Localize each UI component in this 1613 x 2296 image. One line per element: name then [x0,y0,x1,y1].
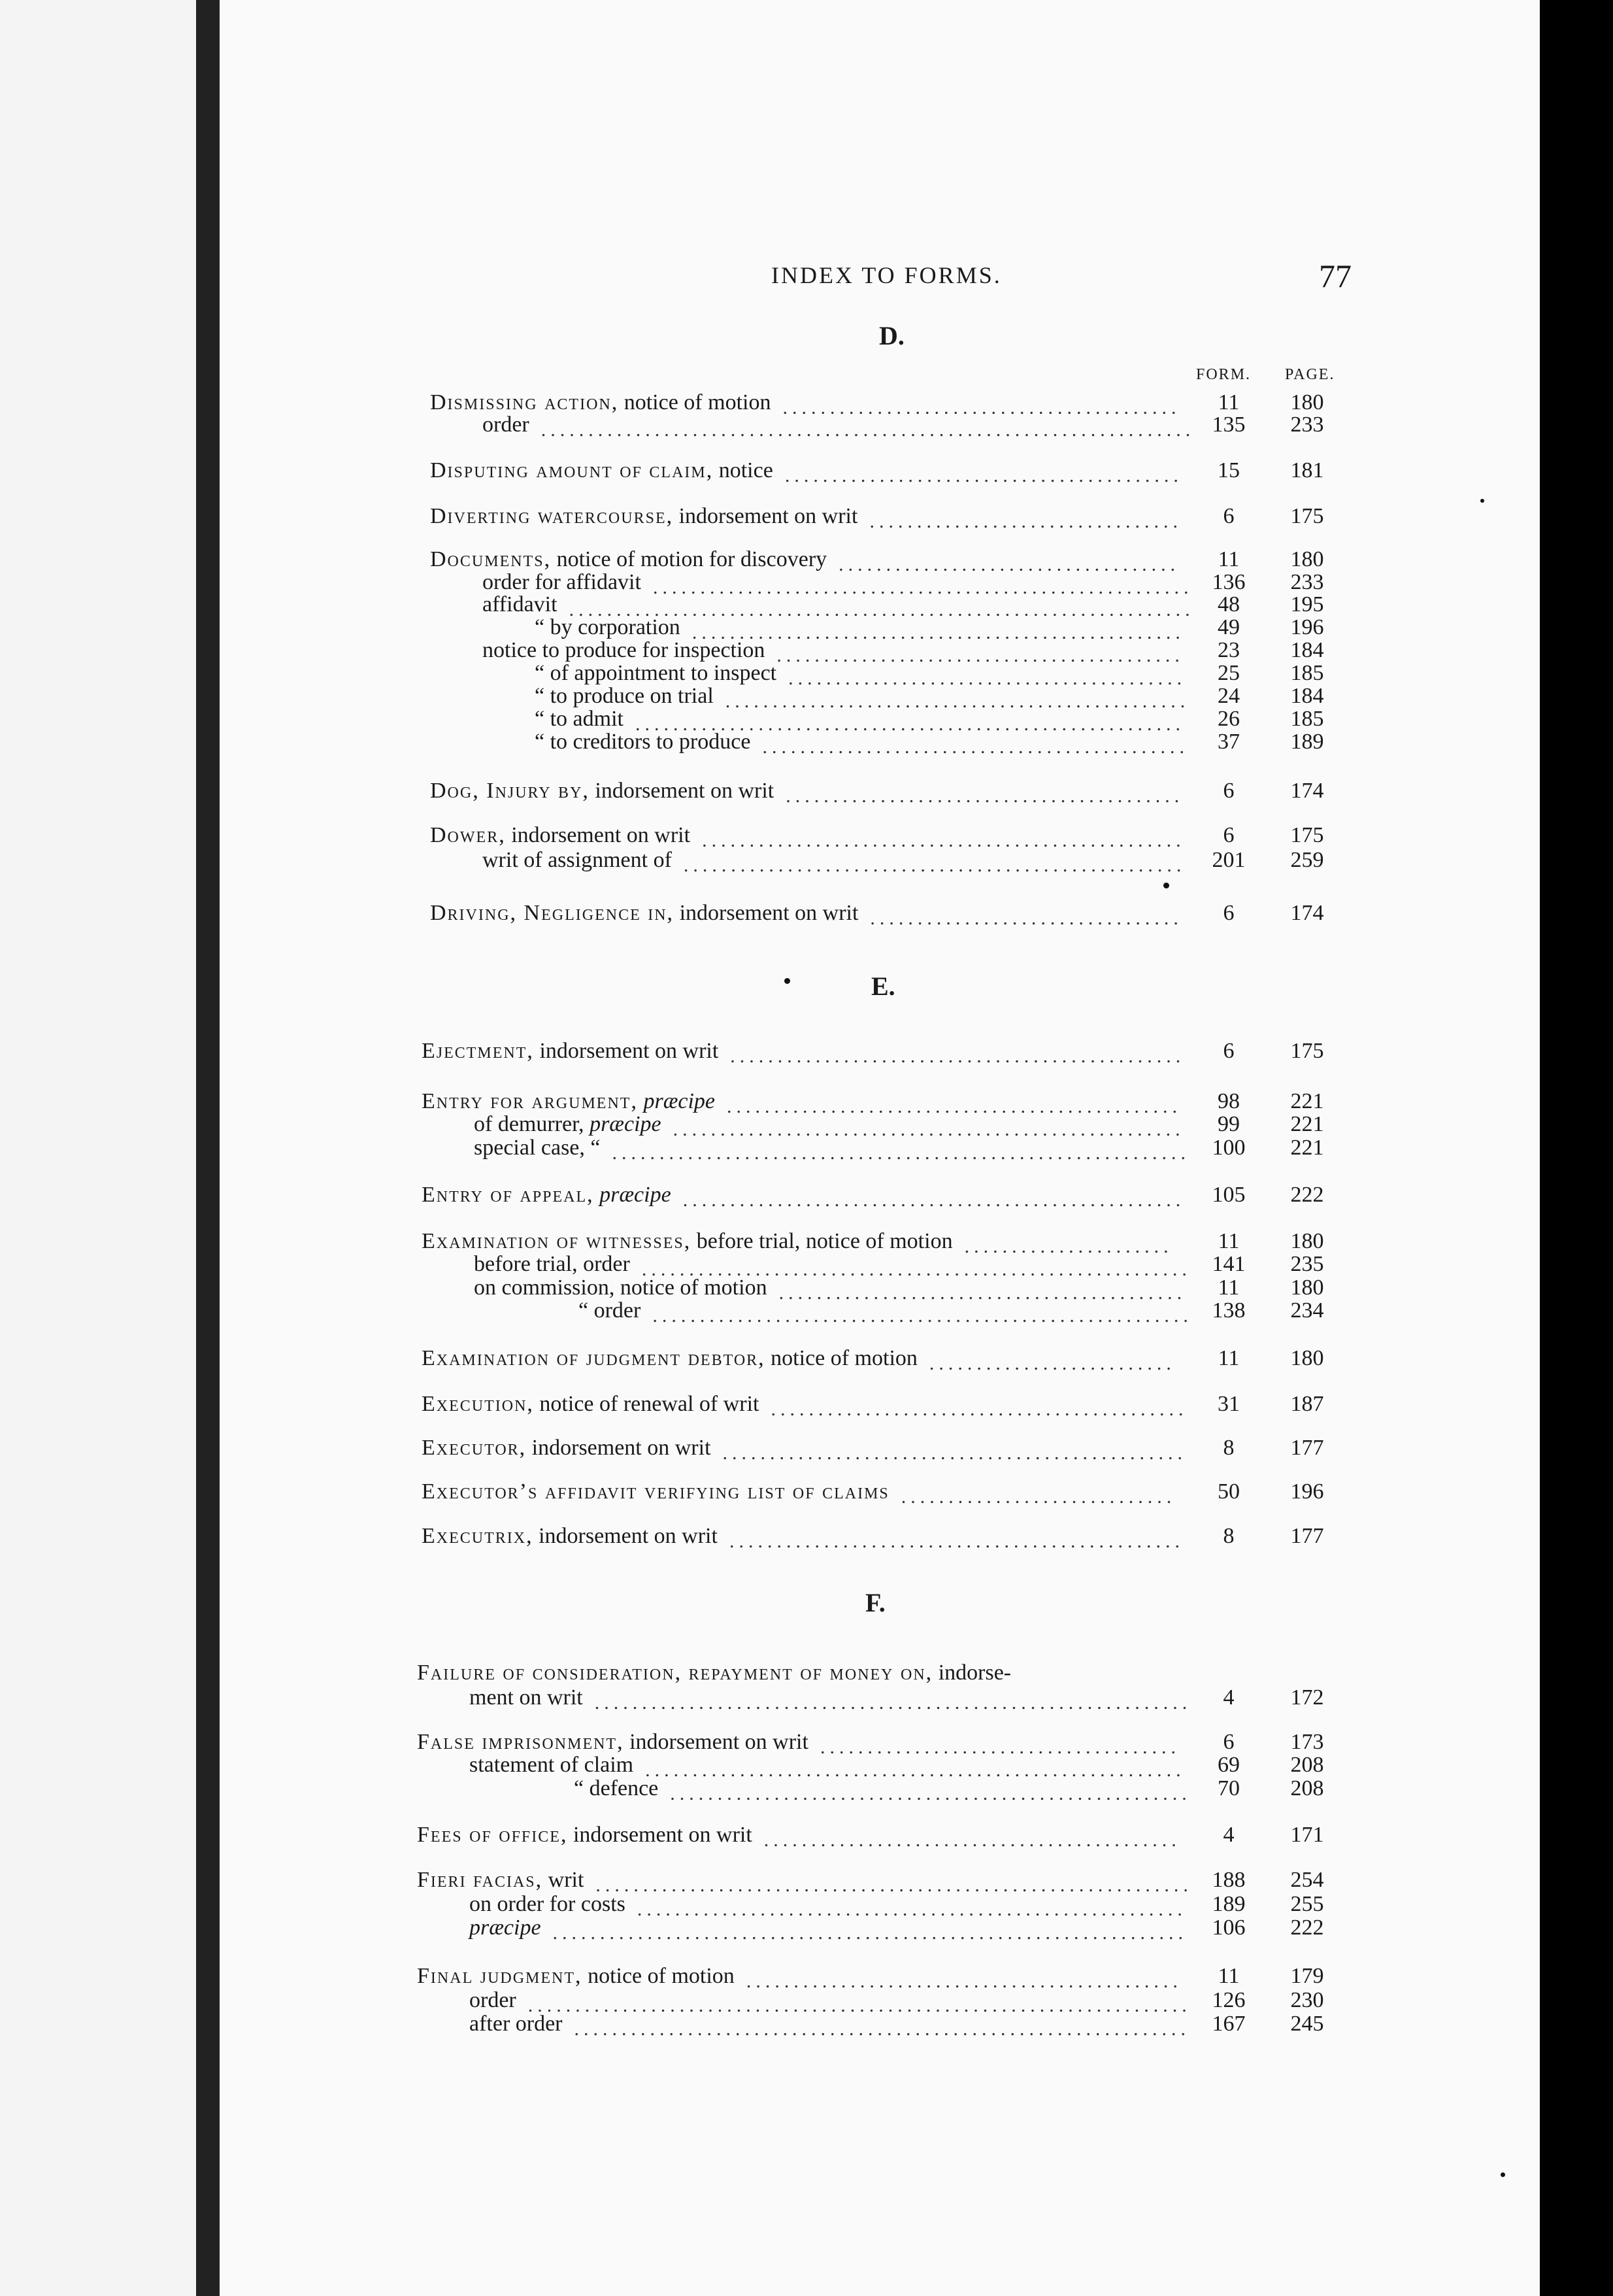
index-entry [0,778,1613,807]
index-entry [0,592,1613,618]
entry-label [417,1963,735,1989]
section-letter: D. [879,321,905,350]
page-reference: 181 [1290,458,1324,482]
entry-label [469,1685,583,1711]
entry-label [474,1111,661,1138]
entry-label [422,1435,711,1461]
index-entry [0,1228,1613,1255]
dot-leader: .......................................................... [635,713,1185,735]
index-entry [0,1963,1613,1992]
entry-label [482,637,765,664]
entry-label [469,2011,563,2037]
entry-label [469,1915,541,1941]
form-number: 4 [1223,1685,1235,1710]
entry-text: indorsement on writ [567,1823,752,1847]
entry-heading: Dog, Injury by, [430,779,590,803]
dot-leader: ...................... [964,1236,1173,1257]
entry-label [474,1275,767,1301]
form-number: 188 [1212,1868,1246,1892]
index-entry [0,706,1613,735]
entry-text: order [482,413,529,437]
form-number: 48 [1218,592,1240,616]
form-number: 24 [1218,684,1240,708]
entry-heading: Executor’s affidavit verifying list of claims [422,1479,890,1504]
page-reference: 185 [1290,661,1324,685]
form-number: 6 [1223,779,1235,803]
dot-leader: ............................................ [771,1398,1188,1420]
page-reference: 235 [1290,1252,1324,1276]
form-number: 11 [1218,1964,1240,1988]
page-reference: 173 [1290,1730,1324,1754]
dot-leader: ...................................................... [673,1119,1185,1140]
dot-leader: ................................................ [727,1096,1182,1117]
index-entry [0,847,1613,876]
form-number: 100 [1212,1136,1246,1160]
entry-heading: Failure of consideration, repayment of money on, [417,1661,933,1685]
index-entry [0,1479,1613,1508]
page-reference: 187 [1290,1392,1324,1416]
entry-text: affidavit [482,592,557,616]
entry-label [422,1228,953,1255]
page-title: INDEX TO FORMS. [771,262,1002,288]
index-entry [0,1275,1613,1304]
entry-text [594,1183,600,1207]
page-reference: 233 [1290,413,1324,437]
entry-label [535,615,680,641]
dot-leader: ....................................................... [670,1783,1191,1804]
form-number: 69 [1218,1753,1240,1777]
section-letter: E. [871,971,895,1001]
entry-heading: Dismissing action, [430,390,619,414]
entry-text: notice [713,458,773,482]
entry-label [417,1660,1011,1686]
page-reference: 184 [1290,638,1324,662]
entry-text: indorsement on writ [533,1524,718,1548]
dot-leader: ............................................. [762,736,1189,758]
index-entry [0,1915,1613,1944]
dot-leader: .......................................... [784,465,1183,486]
index-entry [0,1867,1613,1896]
entry-text: of demurrer, [474,1112,590,1136]
dot-leader: ........................................... [776,645,1184,666]
entry-text: notice of renewal of writ [533,1392,759,1416]
entry-heading: Driving, Negligence in, [430,901,674,925]
entry-text: “ to creditors to produce [535,730,751,754]
entry-heading: Examination of judgment debtor, [422,1346,765,1370]
index-entry [0,1391,1613,1420]
dot-leader: ................................................ [729,1530,1184,1552]
entry-label [417,1729,808,1755]
entry-text: notice of motion for discovery [551,547,827,571]
dot-leader: ............................................................. [612,1142,1190,1164]
entry-label [469,1891,625,1917]
form-number: 6 [1223,504,1235,528]
entry-text: indorsement on writ [674,901,859,925]
index-entry [0,1685,1613,1714]
ink-speck [1480,499,1484,503]
entry-italic: præcipe [590,1112,661,1136]
entry-heading: Dower, [430,823,506,847]
entry-label [430,822,690,849]
entry-text: “ by corporation [535,615,680,639]
form-number: 98 [1218,1089,1240,1113]
entry-label [430,458,773,484]
index-entry [0,2011,1613,2040]
page-reference: 245 [1290,2012,1324,2036]
page-reference: 184 [1290,684,1324,708]
entry-heading: Documents, [430,547,552,571]
entry-label [482,592,557,618]
page-reference: 195 [1290,592,1324,616]
index-entry [0,1752,1613,1781]
page-reference: 175 [1290,823,1324,847]
index-entry [0,1038,1613,1067]
form-number: 11 [1218,390,1240,414]
entry-label [578,1298,640,1324]
dot-leader: ................................. [869,511,1182,532]
index-entry [0,1251,1613,1280]
form-number: 11 [1218,1229,1240,1253]
index-entry [0,683,1613,712]
dot-leader: ......................................................... [652,577,1193,598]
entry-label [535,683,714,709]
entry-label [422,1345,918,1372]
form-number: 6 [1223,823,1235,847]
page-number: 77 [1319,258,1352,294]
form-number: 70 [1218,1776,1240,1800]
entry-text: “ to produce on trial [535,684,714,708]
index-entry [0,1776,1613,1802]
entry-heading: Fieri facias, [417,1868,543,1892]
dot-leader: ............................................ [763,1829,1181,1851]
dot-leader: .......................................................... [641,1258,1191,1280]
page-reference: 180 [1290,390,1324,414]
dot-leader: ................................................. [722,1442,1188,1464]
page-reference: 175 [1290,1039,1324,1063]
page-reference: 233 [1290,570,1324,594]
entry-text: notice of motion [765,1346,918,1370]
entry-text: statement of claim [469,1753,634,1777]
entry-label [474,1251,630,1277]
index-entry [0,1987,1613,2014]
dot-leader: ..................................................... [683,854,1186,876]
index-entry [0,900,1613,929]
dot-leader: ...................................... [820,1736,1180,1758]
index-entry [0,412,1613,441]
page-reference: 171 [1290,1823,1324,1847]
entry-text: writ [542,1868,584,1892]
form-number: 126 [1212,1988,1246,2012]
entry-text: indorsement on writ [673,504,858,528]
entry-heading: Final judgment, [417,1964,582,1988]
dot-leader: .......................................... [782,397,1181,418]
entry-heading: Executrix, [422,1524,533,1548]
entry-text: on order for costs [469,1892,625,1916]
index-entry [0,1182,1613,1211]
entry-label [474,1135,601,1161]
entry-heading: Diverting watercourse, [430,504,674,528]
entry-heading: Executor, [422,1436,527,1460]
page-reference: 177 [1290,1436,1324,1460]
page-reference: 255 [1290,1892,1324,1916]
dot-leader: .................................................................. [569,599,1195,620]
entry-label [535,706,624,732]
entry-text: before trial, notice of motion [691,1229,953,1253]
dot-leader: ..................................................................... [540,419,1195,441]
page-reference: 208 [1290,1776,1324,1800]
form-number: 49 [1218,615,1240,639]
entry-heading: Ejectment, [422,1039,534,1063]
entry-label [422,1182,671,1208]
index-entry [0,1523,1613,1552]
dot-leader: ........................................... [778,1282,1187,1304]
dot-leader: ............................. [901,1486,1176,1508]
entry-label [430,778,774,804]
page-reference: 174 [1290,901,1324,925]
entry-text: order [469,1988,516,2012]
form-number: 11 [1218,1275,1240,1300]
entry-label [422,1479,890,1505]
entry-text: on commission, notice of motion [474,1275,767,1300]
page-reference: 189 [1290,730,1324,754]
page-reference: 221 [1290,1112,1324,1136]
dot-leader: ..................................................... [682,1189,1186,1211]
entry-label [417,1867,584,1893]
form-number: 6 [1223,901,1235,925]
entry-label [469,1752,633,1778]
index-entry [0,458,1613,484]
entry-text: indorsement on writ [624,1730,808,1754]
page-reference: 259 [1290,848,1324,872]
entry-text: notice to produce for inspection [482,638,765,662]
dot-leader: ................................................................... [552,1922,1188,1944]
entry-label [535,660,776,686]
form-number: 11 [1218,547,1240,571]
form-number: 106 [1212,1916,1246,1940]
dot-leader: ...................................................................... [527,1995,1191,2016]
entry-text: indorsement on writ [526,1436,711,1460]
entry-label [574,1776,658,1802]
entry-text: ment on writ [469,1685,583,1710]
index-entry [0,1345,1613,1372]
index-entry [0,1891,1613,1920]
entry-label [469,1987,516,2014]
index-entry [0,1822,1613,1851]
form-number: 138 [1212,1298,1246,1323]
column-header-form: FORM. [1196,366,1252,383]
entry-label [430,503,857,530]
ink-speck [1163,883,1169,888]
form-number: 31 [1218,1392,1240,1416]
form-number: 167 [1212,2012,1246,2036]
dot-leader: ................................................................. [574,2018,1191,2040]
form-number: 50 [1218,1479,1240,1504]
page-reference: 180 [1290,547,1324,571]
dot-leader: ................................................ [730,1045,1186,1067]
page-reference: 222 [1290,1183,1324,1207]
page-reference: 221 [1290,1136,1324,1160]
index-entry [0,1135,1613,1164]
page-reference: 196 [1290,1479,1324,1504]
entry-text: “ order [578,1298,641,1323]
entry-label [535,729,750,755]
index-entry [0,1111,1613,1138]
entry-label [422,1391,759,1417]
entry-heading: Disputing amount of claim, [430,458,714,482]
entry-label [430,900,858,926]
entry-label [417,1822,752,1848]
dot-leader: .......................................... [786,785,1184,807]
dot-leader: .......................................................... [637,1899,1187,1920]
entry-text: indorsement on writ [533,1039,719,1063]
entry-text: notice of motion [582,1964,735,1988]
page-reference: 177 [1290,1524,1324,1548]
dot-leader: ................................................... [702,830,1186,851]
entry-italic: præcipe [469,1916,541,1940]
entry-text: writ of assignment of [482,848,672,872]
page-reference: 208 [1290,1753,1324,1777]
entry-text: notice of motion [618,390,771,414]
form-number: 105 [1212,1183,1246,1207]
page-reference: 221 [1290,1089,1324,1113]
dot-leader: ......................................................... [645,1759,1186,1781]
index-entry [0,1435,1613,1464]
dot-leader: ................................. [870,907,1183,929]
entry-heading: Entry of appeal, [422,1183,594,1207]
index-entry [0,822,1613,849]
dot-leader: .............................................. [746,1970,1182,1992]
entry-italic: præcipe [599,1183,671,1207]
page-reference: 179 [1290,1964,1324,1988]
index-entry [0,547,1613,573]
page-reference: 222 [1290,1916,1324,1940]
form-number: 136 [1212,570,1246,594]
index-entry [0,615,1613,641]
dot-leader: .......................... [929,1353,1176,1374]
dot-leader: .................................... [839,554,1180,575]
index-entry [0,660,1613,689]
page-reference: 196 [1290,615,1324,639]
entry-label [430,547,827,573]
column-header-page: PAGE. [1285,366,1335,383]
page-reference: 254 [1290,1868,1324,1892]
index-entry [0,729,1613,758]
page-reference: 230 [1290,1988,1324,2012]
index-entry [0,503,1613,530]
form-number: 4 [1223,1823,1235,1847]
entry-label [482,847,672,873]
form-number: 99 [1218,1112,1240,1136]
entry-text: special case, “ [474,1136,601,1160]
entry-label [422,1523,718,1549]
index-entry [0,1298,1613,1324]
entry-heading: Fees of office, [417,1823,568,1847]
index-entry [0,637,1613,664]
page-reference: 185 [1290,707,1324,731]
entry-label [482,412,529,438]
form-number: 141 [1212,1252,1246,1276]
entry-heading: Execution, [422,1392,534,1416]
entry-text: order for affidavit [482,570,641,594]
entry-text: after order [469,2012,563,2036]
page-reference: 175 [1290,504,1324,528]
form-number: 26 [1218,707,1240,731]
page-reference: 180 [1290,1229,1324,1253]
page-reference: 180 [1290,1275,1324,1300]
dot-leader: .................................................... [691,622,1185,643]
entry-text: before trial, order [474,1252,630,1276]
entry-text: indorsement on writ [589,779,774,803]
form-number: 11 [1218,1346,1240,1370]
form-number: 6 [1223,1730,1235,1754]
entry-heading: False imprisonment, [417,1730,624,1754]
form-number: 8 [1223,1524,1235,1548]
entry-text: “ to admit [535,707,624,731]
dot-leader: ......................................................... [652,1305,1193,1326]
dot-leader: ............................................................... [595,1874,1193,1896]
entry-text: indorse- [933,1661,1012,1685]
page-reference: 180 [1290,1346,1324,1370]
form-number: 201 [1212,848,1246,872]
index-entry [0,1660,1613,1686]
page-reference: 234 [1290,1298,1324,1323]
entry-text: “ defence [574,1776,659,1800]
entry-heading: Entry for argument, [422,1089,638,1113]
entry-label [422,1038,718,1064]
ink-speck [784,978,790,984]
form-number: 135 [1212,413,1246,437]
entry-text: indorsement on writ [505,823,691,847]
form-number: 15 [1218,458,1240,482]
form-number: 23 [1218,638,1240,662]
entry-label [422,1089,715,1115]
dot-leader: .......................................... [788,667,1187,689]
entry-italic: præcipe [643,1089,716,1113]
section-letter: F. [865,1588,886,1617]
entry-heading: Examination of witnesses, [422,1229,691,1253]
ink-speck [1501,2172,1505,2177]
index-entry [0,1729,1613,1758]
form-number: 37 [1218,730,1240,754]
page-reference: 172 [1290,1685,1324,1710]
form-number: 25 [1218,661,1240,685]
form-number: 189 [1212,1892,1246,1916]
entry-text: “ of appointment to inspect [535,661,777,685]
page-reference: 174 [1290,779,1324,803]
form-number: 6 [1223,1039,1235,1063]
dot-leader: ................................................. [725,690,1190,712]
dot-leader: ............................................................... [594,1692,1192,1714]
index-entry [0,1089,1613,1115]
form-number: 8 [1223,1436,1235,1460]
